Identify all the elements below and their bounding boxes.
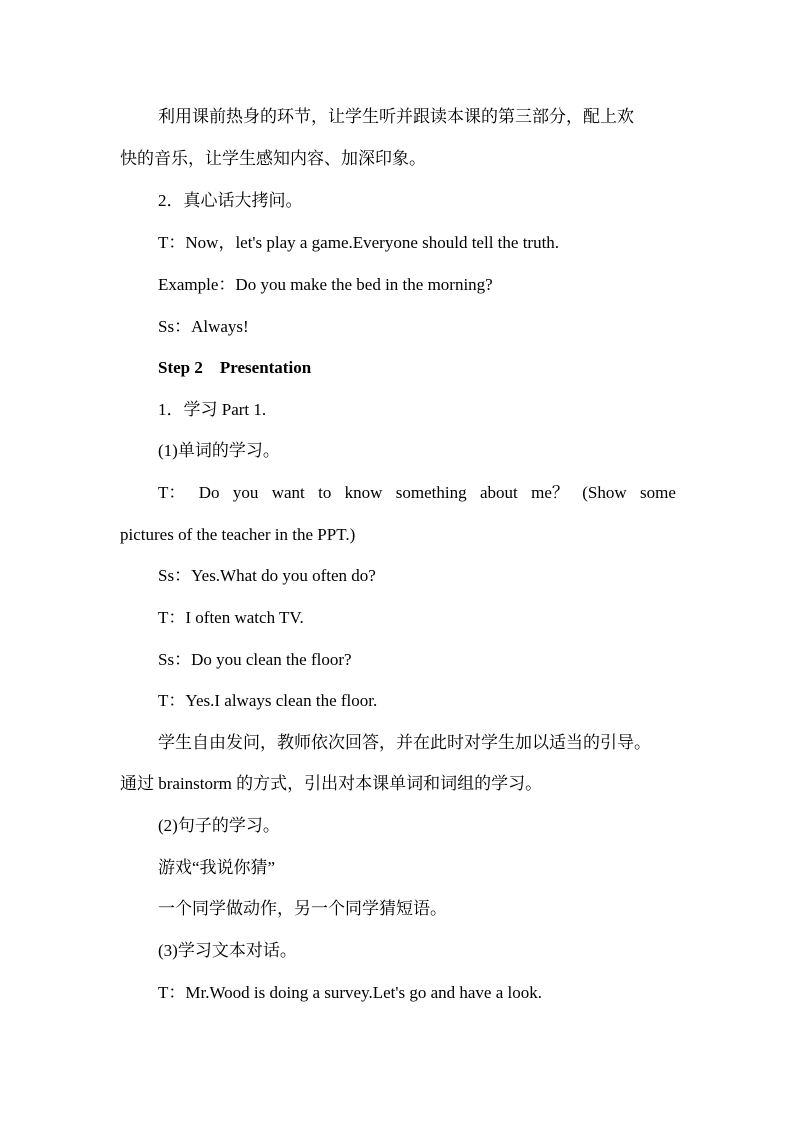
paragraph-line: T：Mr.Wood is doing a survey.Let's go and have a look. [158,983,542,1002]
word: (Show [582,483,627,502]
paragraph-line: 2．真心话大拷问。 [158,191,303,210]
paragraph-line: 通过 brainstorm 的方式，引出对本课单词和词组的学习。 [120,774,543,793]
paragraph-line: Example：Do you make the bed in the morning? [158,275,493,294]
paragraph-line: 游戏“我说你猜” [158,858,276,877]
word: about [479,483,518,502]
paragraph-line: T：Yes.I always clean the floor. [158,691,378,710]
paragraph-line: 快的音乐，让学生感知内容、加深印象。 [120,149,426,168]
word: T： [158,483,186,502]
paragraph-line: (3)学习文本对话。 [158,941,297,960]
word: to [318,483,332,502]
paragraph-line: 一个同学做动作，另一个同学猜短语。 [158,899,447,918]
paragraph-line: (2)句子的学习。 [158,816,280,835]
word: know [344,483,383,502]
paragraph-line: Ss：Do you clean the floor? [158,650,352,669]
paragraph-line: 利用课前热身的环节，让学生听并跟读本课的第三部分，配上欢 [158,107,634,126]
section-heading: Step 2 Presentation [158,358,312,377]
paragraph-line: (1)单词的学习。 [158,441,280,460]
paragraph-line: T：I often watch TV. [158,608,304,627]
justified-line [158,481,676,505]
word: Do [198,483,220,502]
word: some [639,483,676,502]
word: you [232,483,259,502]
paragraph-line: 1．学习 Part 1. [158,400,267,419]
paragraph-line: Ss：Yes.What do you often do? [158,566,376,585]
paragraph-line: pictures of the teacher in the PPT.) [120,525,356,544]
paragraph-line: Ss：Always! [158,317,249,336]
word: something [395,483,467,502]
paragraph-line: T：Now，let's play a game.Everyone should tell the truth. [158,233,560,252]
paragraph-line: 学生自由发问，教师依次回答，并在此时对学生加以适当的引导。 [158,733,651,752]
word: me？ [531,483,569,502]
word: want [271,483,305,502]
